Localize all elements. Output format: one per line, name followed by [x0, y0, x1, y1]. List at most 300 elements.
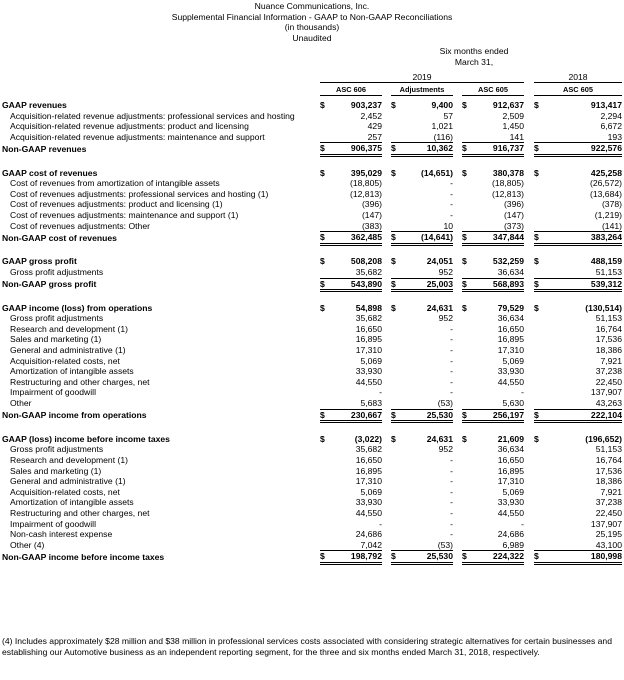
currency-symbol — [391, 178, 401, 189]
currency-symbol: $ — [320, 302, 325, 313]
value-cell: (378) — [601, 199, 622, 210]
value-cell: (12,813) — [349, 188, 382, 199]
currency-symbol — [320, 387, 330, 398]
value-cell: - — [521, 518, 524, 529]
value-cell: - — [450, 209, 453, 220]
currency-symbol — [462, 366, 472, 377]
column-gap — [382, 356, 391, 367]
column-gap — [453, 377, 462, 388]
column-gap — [524, 387, 534, 398]
currency-symbol: $ — [462, 256, 467, 267]
column-gap — [524, 100, 534, 111]
spacer-row — [2, 291, 622, 303]
currency-symbol — [391, 121, 401, 132]
report-header — [0, 0, 624, 43]
value-cell: - — [450, 507, 453, 518]
column-gap — [382, 398, 391, 409]
currency-symbol: $ — [391, 409, 401, 422]
col-asc605-2018: ASC 605 — [534, 85, 622, 96]
currency-symbol — [320, 476, 330, 487]
column-gap — [453, 345, 462, 356]
column-gap — [382, 221, 391, 232]
value-cell: 425,258 — [590, 167, 622, 178]
currency-symbol — [391, 334, 401, 345]
currency-symbol — [391, 356, 401, 367]
currency-symbol: $ — [391, 278, 401, 291]
currency-symbol — [534, 487, 544, 498]
column-gap — [382, 132, 391, 143]
value-cell: 16,764 — [595, 323, 622, 334]
table-row — [2, 303, 622, 314]
column-gap — [524, 232, 534, 245]
currency-symbol — [462, 540, 472, 551]
column-gap — [382, 210, 391, 221]
column-gap — [382, 143, 391, 156]
report-title: Supplemental Financial Information - GAAP to Non-GAAP Reconciliations — [171, 11, 453, 22]
column-gap — [453, 466, 462, 477]
column-gap — [453, 168, 462, 179]
currency-symbol: $ — [391, 256, 396, 267]
value-cell: 5,069 — [360, 486, 382, 497]
period-line1: Six months ended — [439, 46, 509, 56]
currency-symbol: $ — [391, 551, 401, 564]
currency-symbol — [534, 121, 544, 132]
currency-symbol — [320, 519, 330, 530]
currency-symbol — [320, 111, 330, 122]
row-label: Non-GAAP income from operations — [2, 410, 147, 421]
currency-symbol — [534, 455, 544, 466]
row-label: Research and development (1) — [10, 323, 128, 334]
currency-symbol — [391, 366, 401, 377]
column-gap — [453, 356, 462, 367]
currency-symbol — [320, 210, 330, 221]
column-gap — [382, 111, 391, 122]
column-gap — [453, 199, 462, 210]
value-cell: (130,514) — [585, 302, 622, 313]
value-cell: 198,792 — [330, 551, 382, 564]
col-asc605-2019: ASC 605 — [462, 85, 524, 96]
currency-symbol — [391, 466, 401, 477]
currency-symbol — [391, 487, 401, 498]
currency-symbol: $ — [320, 232, 330, 245]
column-gap — [453, 444, 462, 455]
currency-symbol — [534, 356, 544, 367]
value-cell: 37,238 — [595, 366, 622, 377]
value-cell: 10,362 — [401, 143, 453, 156]
currency-symbol: $ — [320, 167, 325, 178]
currency-symbol — [391, 132, 401, 143]
table-row — [2, 519, 622, 530]
value-cell: 18,386 — [595, 345, 622, 356]
value-cell: 17,536 — [595, 334, 622, 345]
column-headers — [320, 85, 622, 96]
column-gap — [382, 497, 391, 508]
currency-symbol — [391, 221, 401, 232]
currency-symbol — [534, 267, 544, 278]
value-cell: - — [450, 323, 453, 334]
value-cell: - — [450, 486, 453, 497]
column-gap — [524, 409, 534, 422]
row-label: Acquisition-related revenue adjustments: professional services and hosting — [10, 110, 295, 121]
value-cell: 36,634 — [497, 313, 524, 324]
column-gap — [453, 519, 462, 530]
currency-symbol — [391, 189, 401, 200]
value-cell: (14,651) — [420, 167, 453, 178]
currency-symbol — [462, 324, 472, 335]
column-gap — [382, 455, 391, 466]
row-label: Cost of revenues adjustments: professional services and hosting (1) — [10, 188, 269, 199]
value-cell: 568,893 — [472, 278, 524, 291]
value-cell: - — [521, 387, 524, 398]
column-gap — [382, 529, 391, 540]
value-cell: 347,844 — [472, 232, 524, 245]
value-cell: (373) — [472, 221, 524, 232]
row-label: Amortization of intangible assets — [10, 497, 134, 508]
value-cell: 6,672 — [600, 121, 622, 132]
value-cell: 16,650 — [355, 323, 382, 334]
column-gap — [453, 324, 462, 335]
currency-symbol: $ — [320, 143, 330, 156]
value-cell: 488,159 — [590, 256, 622, 267]
column-gap — [524, 189, 534, 200]
value-cell: 33,930 — [355, 497, 382, 508]
currency-symbol — [320, 132, 330, 143]
row-label: Acquisition-related costs, net — [10, 355, 120, 366]
currency-symbol — [534, 466, 544, 477]
value-cell: 16,650 — [497, 323, 524, 334]
value-cell: 25,003 — [401, 278, 453, 291]
currency-symbol — [391, 497, 401, 508]
value-cell: - — [450, 476, 453, 487]
column-gap — [453, 100, 462, 111]
currency-symbol — [391, 398, 401, 409]
value-cell: 51,153 — [595, 313, 622, 324]
column-gap — [453, 313, 462, 324]
column-gap — [382, 409, 391, 422]
value-cell: - — [450, 199, 453, 210]
column-gap — [524, 199, 534, 210]
currency-symbol — [462, 221, 472, 232]
column-gap — [524, 267, 534, 278]
table-row — [2, 189, 622, 200]
value-cell: 2,452 — [360, 110, 382, 121]
value-cell: (53) — [401, 398, 453, 409]
value-cell: 17,310 — [497, 345, 524, 356]
currency-symbol — [391, 387, 401, 398]
row-label: Cost of revenues adjustments: Other — [10, 220, 150, 231]
value-cell: - — [450, 387, 453, 398]
column-gap — [453, 334, 462, 345]
column-gap — [524, 551, 534, 564]
value-cell: 380,378 — [492, 167, 524, 178]
currency-symbol — [320, 178, 330, 189]
currency-symbol: $ — [534, 409, 544, 422]
currency-symbol — [534, 345, 544, 356]
value-cell: 44,550 — [497, 507, 524, 518]
value-cell: 54,898 — [355, 302, 382, 313]
currency-symbol — [391, 444, 401, 455]
column-gap — [453, 540, 462, 551]
value-cell: 18,386 — [595, 476, 622, 487]
table-row — [2, 143, 622, 156]
value-cell: 141 — [472, 132, 524, 143]
currency-symbol — [534, 132, 544, 143]
column-gap — [524, 256, 534, 267]
currency-symbol: $ — [391, 143, 401, 156]
currency-symbol — [391, 267, 401, 278]
year-2019: 2019 — [320, 72, 524, 83]
column-gap — [382, 434, 391, 445]
value-cell: 429 — [367, 121, 382, 132]
currency-symbol — [391, 199, 401, 210]
row-label: Non-GAAP gross profit — [2, 279, 97, 289]
value-cell: 16,895 — [355, 465, 382, 476]
table-row — [2, 377, 622, 388]
column-gap — [382, 366, 391, 377]
row-label: Restructuring and other charges, net — [10, 376, 150, 387]
column-gap — [524, 221, 534, 232]
value-cell: 10 — [401, 221, 453, 232]
row-label: GAAP revenues — [2, 100, 67, 110]
table-row — [2, 476, 622, 487]
currency-symbol: $ — [462, 433, 467, 444]
value-cell: 532,259 — [492, 256, 524, 267]
table-row — [2, 121, 622, 132]
column-gap — [524, 303, 534, 314]
column-gap — [524, 111, 534, 122]
value-cell: 383,264 — [544, 232, 622, 245]
value-cell: 57 — [443, 110, 453, 121]
value-cell: - — [379, 518, 382, 529]
value-cell: 193 — [544, 132, 622, 143]
column-gap — [382, 267, 391, 278]
currency-symbol — [534, 199, 544, 210]
currency-symbol: $ — [462, 167, 467, 178]
column-gap — [524, 529, 534, 540]
currency-symbol: $ — [462, 143, 472, 156]
currency-symbol: $ — [534, 256, 539, 267]
column-gap — [524, 466, 534, 477]
table-row — [2, 455, 622, 466]
currency-symbol — [534, 210, 544, 221]
currency-symbol — [320, 487, 330, 498]
year-header — [320, 72, 622, 83]
currency-symbol — [391, 111, 401, 122]
column-gap — [382, 256, 391, 267]
column-gap — [524, 168, 534, 179]
value-cell: 903,237 — [350, 100, 382, 110]
table-row — [2, 398, 622, 409]
column-gap — [453, 434, 462, 445]
table-row — [2, 267, 622, 278]
value-cell: 35,682 — [355, 444, 382, 455]
currency-symbol — [462, 111, 472, 122]
currency-symbol — [462, 476, 472, 487]
currency-symbol — [320, 466, 330, 477]
value-cell: - — [379, 387, 382, 398]
value-cell: (18,805) — [349, 178, 382, 189]
currency-symbol — [391, 540, 401, 551]
row-label: Other (4) — [10, 540, 45, 550]
row-label: Non-cash interest expense — [10, 529, 113, 540]
currency-symbol — [462, 508, 472, 519]
table-row — [2, 199, 622, 210]
currency-symbol — [320, 455, 330, 466]
value-cell: 24,631 — [426, 433, 453, 444]
value-cell: 180,998 — [544, 551, 622, 564]
column-gap — [382, 487, 391, 498]
currency-symbol: $ — [462, 232, 472, 245]
currency-symbol: $ — [534, 302, 539, 313]
value-cell: 43,263 — [544, 398, 622, 409]
currency-symbol — [534, 444, 544, 455]
currency-symbol — [391, 210, 401, 221]
column-gap — [453, 143, 462, 156]
column-gap — [382, 100, 391, 111]
currency-symbol — [462, 487, 472, 498]
column-gap — [382, 303, 391, 314]
row-label: GAAP gross profit — [2, 256, 77, 267]
value-cell: 36,634 — [472, 267, 524, 278]
column-gap — [453, 210, 462, 221]
currency-symbol: $ — [534, 143, 544, 156]
row-label: Gross profit adjustments — [10, 267, 104, 278]
table-row — [2, 366, 622, 377]
column-gap — [382, 476, 391, 487]
row-label: Gross profit adjustments — [10, 444, 104, 455]
column-gap — [382, 199, 391, 210]
value-cell: - — [450, 334, 453, 345]
value-cell: 1,021 — [431, 121, 453, 132]
table-row — [2, 540, 622, 551]
value-cell: 35,682 — [330, 267, 382, 278]
table-row — [2, 313, 622, 324]
value-cell: 913,417 — [590, 100, 622, 110]
currency-symbol — [534, 377, 544, 388]
row-label: Acquisition-related costs, net — [10, 486, 120, 497]
col-asc606: ASC 606 — [320, 85, 382, 96]
value-cell: 224,322 — [472, 551, 524, 564]
currency-symbol — [391, 476, 401, 487]
value-cell: 5,069 — [502, 486, 524, 497]
currency-symbol: $ — [320, 256, 325, 267]
value-cell: 33,930 — [497, 497, 524, 508]
value-cell: 44,550 — [355, 507, 382, 518]
currency-symbol — [391, 455, 401, 466]
value-cell: 912,637 — [492, 100, 524, 110]
currency-symbol: $ — [391, 232, 401, 245]
currency-symbol — [462, 377, 472, 388]
currency-symbol — [320, 345, 330, 356]
currency-symbol — [320, 377, 330, 388]
column-gap — [382, 519, 391, 530]
column-gap — [524, 132, 534, 143]
column-gap — [382, 377, 391, 388]
currency-symbol: $ — [391, 167, 396, 178]
value-cell: 22,450 — [595, 376, 622, 387]
column-gap — [524, 178, 534, 189]
value-cell: 33,930 — [497, 366, 524, 377]
footnote: (4) Includes approximately $28 million and $38 million in professional services costs associated with considering strategic alternatives for certain businesses and establishing our Automotive business as an independent reporting segment, for the three and six months ended March 31, 2018, respectively. — [2, 636, 612, 657]
currency-symbol — [391, 345, 401, 356]
value-cell: 5,630 — [472, 398, 524, 409]
currency-symbol — [534, 221, 544, 232]
column-gap — [382, 168, 391, 179]
value-cell: 543,890 — [330, 278, 382, 291]
column-gap — [524, 210, 534, 221]
value-cell: - — [450, 518, 453, 529]
value-cell: 922,576 — [544, 143, 622, 156]
value-cell: 7,921 — [600, 355, 622, 366]
table-row — [2, 168, 622, 179]
value-cell: 37,238 — [595, 497, 622, 508]
row-label: Acquisition-related revenue adjustments: product and licensing — [10, 121, 249, 132]
column-gap — [382, 189, 391, 200]
value-cell: 24,631 — [426, 302, 453, 313]
currency-symbol — [534, 334, 544, 345]
row-label: GAAP income (loss) from operations — [2, 302, 153, 313]
currency-symbol — [320, 199, 330, 210]
value-cell: 916,737 — [472, 143, 524, 156]
value-cell: 17,536 — [595, 465, 622, 476]
currency-symbol — [534, 366, 544, 377]
value-cell: 257 — [330, 132, 382, 143]
currency-symbol — [320, 540, 330, 551]
value-cell: 16,650 — [355, 455, 382, 465]
value-cell: 952 — [438, 313, 453, 324]
row-label: Research and development (1) — [10, 455, 128, 465]
value-cell: - — [450, 455, 453, 465]
currency-symbol — [534, 189, 544, 200]
value-cell: 906,375 — [330, 143, 382, 156]
currency-symbol — [462, 529, 472, 540]
value-cell: 952 — [401, 267, 453, 278]
currency-symbol — [534, 324, 544, 335]
table-row — [2, 210, 622, 221]
value-cell: - — [450, 366, 453, 377]
table-row — [2, 345, 622, 356]
row-label: Non-GAAP cost of revenues — [2, 232, 117, 243]
column-gap — [453, 476, 462, 487]
column-gap — [524, 519, 534, 530]
value-cell: (147) — [361, 209, 382, 220]
value-cell: 22,450 — [595, 507, 622, 518]
value-cell: 9,400 — [431, 100, 453, 110]
column-gap — [524, 476, 534, 487]
column-gap — [382, 444, 391, 455]
currency-symbol — [462, 345, 472, 356]
currency-symbol — [462, 466, 472, 477]
value-cell: - — [450, 188, 453, 199]
currency-symbol — [391, 519, 401, 530]
value-cell: 6,989 — [472, 540, 524, 551]
column-gap — [524, 434, 534, 445]
currency-symbol — [534, 178, 544, 189]
value-cell: 222,104 — [544, 409, 622, 422]
currency-symbol — [462, 132, 472, 143]
table-row — [2, 529, 622, 540]
value-cell: (14,641) — [401, 232, 453, 245]
value-cell: 5,069 — [502, 355, 524, 366]
column-gap — [382, 334, 391, 345]
column-gap — [524, 324, 534, 335]
value-cell: (396) — [503, 199, 524, 210]
row-label: Other — [10, 398, 32, 409]
value-cell: 44,550 — [497, 376, 524, 387]
value-cell: 2,294 — [600, 110, 622, 121]
value-cell: 7,921 — [600, 486, 622, 497]
column-gap — [524, 356, 534, 367]
